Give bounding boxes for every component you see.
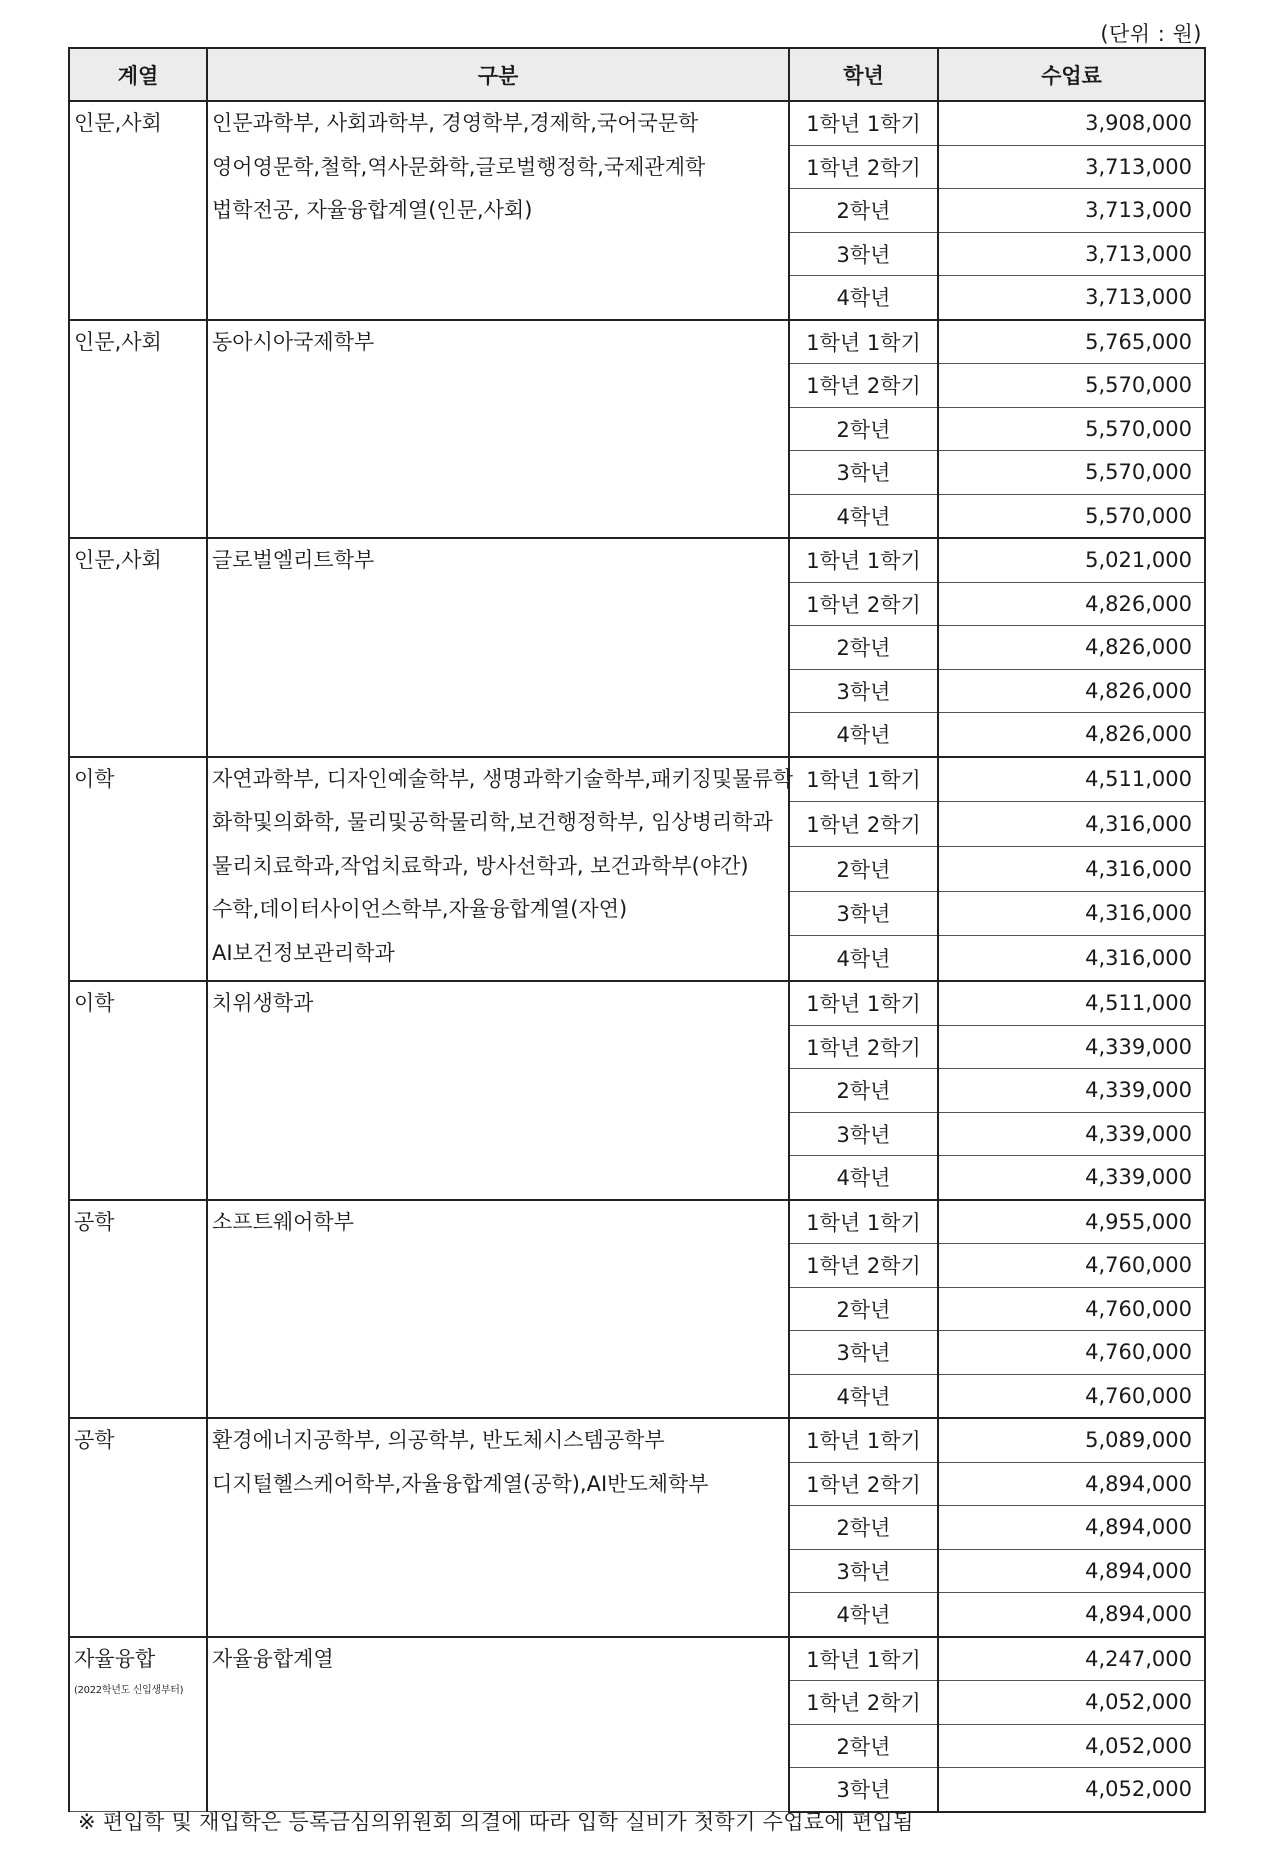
- tuition-cell: 4,894,000: [938, 1506, 1205, 1550]
- category-label: 인문,사회: [74, 548, 162, 572]
- tuition-cell: 4,339,000: [938, 1025, 1205, 1069]
- grade-cell: 4학년: [789, 1374, 938, 1418]
- department-cell: [207, 1418, 789, 1637]
- department-cell: [207, 320, 789, 539]
- grade-cell: 3학년: [789, 232, 938, 276]
- grade-cell: 1학년 1학기: [789, 538, 938, 582]
- category-label: 공학: [74, 1428, 115, 1452]
- department-cell: [207, 757, 794, 982]
- tuition-cell: 3,908,000: [938, 101, 1205, 145]
- department-cell: [207, 1200, 789, 1419]
- grade-cell: 2학년: [789, 626, 938, 670]
- grade-cell: 4학년: [789, 936, 938, 981]
- department-line: 영어영문학,철학,역사문화학,글로벌행정학,국제관계학: [212, 154, 706, 179]
- category-cell: [69, 757, 207, 982]
- tuition-cell: 5,570,000: [938, 407, 1205, 451]
- grade-cell: 4학년: [789, 1593, 938, 1637]
- grade-cell: 3학년: [789, 451, 938, 495]
- tuition-cell: 4,894,000: [938, 1593, 1205, 1637]
- grade-cell: 2학년: [789, 1724, 938, 1768]
- category-cell: [69, 981, 207, 1200]
- department-line: 법학전공, 자율융합계열(인문,사회): [212, 198, 533, 222]
- department-line: 환경에너지공학부, 의공학부, 반도체시스템공학부: [212, 1428, 665, 1452]
- tuition-cell: 3,713,000: [938, 189, 1205, 233]
- grade-cell: 4학년: [789, 494, 938, 538]
- tuition-cell: 4,316,000: [938, 846, 1205, 891]
- grade-cell: 2학년: [789, 846, 938, 891]
- tuition-cell: 4,052,000: [938, 1681, 1205, 1725]
- category-label: 인문,사회: [74, 111, 162, 135]
- grade-cell: 3학년: [789, 891, 938, 936]
- tuition-cell: 4,052,000: [938, 1724, 1205, 1768]
- category-cell: [69, 320, 207, 539]
- department-line: 인문과학부, 사회과학부, 경영학부,경제학,국어국문학: [212, 111, 699, 135]
- table-row: [69, 981, 1205, 1025]
- table-row: [69, 101, 1205, 145]
- header-grade: 학년: [789, 48, 938, 101]
- grade-cell: 1학년 2학기: [789, 145, 938, 189]
- tuition-cell: 3,713,000: [938, 276, 1205, 320]
- department-line: 치위생학과: [212, 991, 314, 1015]
- category-label: 인문,사회: [74, 329, 162, 354]
- grade-cell: 1학년 2학기: [789, 1681, 938, 1725]
- department-cell: [207, 981, 789, 1200]
- tuition-cell: 5,570,000: [938, 451, 1205, 495]
- tuition-cell: 4,826,000: [938, 713, 1205, 757]
- tuition-cell: 5,021,000: [938, 538, 1205, 582]
- department-line: 디지털헬스케어학부,자율융합계열(공학),AI반도체학부: [212, 1471, 709, 1496]
- grade-cell: 2학년: [789, 1506, 938, 1550]
- tuition-cell: 4,052,000: [938, 1768, 1205, 1812]
- grade-cell: 1학년 2학기: [789, 1244, 938, 1288]
- department-line: 소프트웨어학부: [212, 1209, 355, 1234]
- department-line: 수학,데이터사이언스학부,자율융합계열(자연): [212, 897, 628, 921]
- department-line: 동아시아국제학부: [212, 329, 375, 354]
- table-row: [69, 1418, 1205, 1462]
- department-line: 자율융합계열: [212, 1646, 334, 1671]
- header-tuition: 수업료: [938, 48, 1205, 101]
- tuition-cell: 4,826,000: [938, 669, 1205, 713]
- category-label: 이학: [74, 766, 115, 791]
- category-cell: [69, 1418, 207, 1637]
- grade-cell: 4학년: [789, 276, 938, 320]
- category-label: 공학: [74, 1209, 115, 1234]
- tuition-cell: 4,339,000: [938, 1069, 1205, 1113]
- tuition-cell: 4,760,000: [938, 1244, 1205, 1288]
- table-row: [69, 1637, 1205, 1681]
- tuition-cell: 3,713,000: [938, 232, 1205, 276]
- tuition-table: [68, 47, 1206, 1813]
- tuition-cell: 4,894,000: [938, 1549, 1205, 1593]
- category-cell: [69, 1637, 207, 1812]
- tuition-cell: 4,760,000: [938, 1331, 1205, 1375]
- tuition-cell: 5,570,000: [938, 364, 1205, 408]
- grade-cell: 1학년 1학기: [789, 981, 938, 1025]
- table-header-row: [69, 48, 1205, 101]
- department-line: AI보건정보관리학과: [212, 940, 395, 965]
- grade-cell: 1학년 1학기: [789, 757, 938, 802]
- table-row: [69, 757, 1205, 802]
- tuition-cell: 5,089,000: [938, 1418, 1205, 1462]
- department-line: 자연과학부, 디자인예술학부, 생명과학기술학부,패키징및물류학: [212, 766, 794, 791]
- grade-cell: 3학년: [789, 1112, 938, 1156]
- grade-cell: 1학년 2학기: [789, 582, 938, 626]
- tuition-cell: 4,955,000: [938, 1200, 1205, 1244]
- category-cell: [69, 538, 207, 757]
- tuition-cell: 5,765,000: [938, 320, 1205, 364]
- category-sub-label: (2022학년도 신입생부터): [74, 1684, 184, 1696]
- department-line: 물리치료학과,작업치료학과, 방사선학과, 보건과학부(야간): [212, 853, 749, 878]
- tuition-cell: 4,339,000: [938, 1112, 1205, 1156]
- tuition-cell: 3,713,000: [938, 145, 1205, 189]
- grade-cell: 1학년 1학기: [789, 1418, 938, 1462]
- tuition-cell: 4,511,000: [938, 981, 1205, 1025]
- grade-cell: 4학년: [789, 1156, 938, 1200]
- grade-cell: 1학년 2학기: [789, 364, 938, 408]
- grade-cell: 2학년: [789, 1069, 938, 1113]
- grade-cell: 1학년 2학기: [789, 1462, 938, 1506]
- tuition-cell: 5,570,000: [938, 494, 1205, 538]
- grade-cell: 3학년: [789, 1331, 938, 1375]
- header-category: 계열: [69, 48, 207, 101]
- grade-cell: 4학년: [789, 713, 938, 757]
- department-cell: [207, 1637, 789, 1812]
- grade-cell: 1학년 2학기: [789, 802, 938, 847]
- category-cell: [69, 1200, 207, 1419]
- tuition-cell: 4,316,000: [938, 936, 1205, 981]
- department-cell: [207, 538, 789, 757]
- tuition-cell: 4,316,000: [938, 802, 1205, 847]
- department-cell: [207, 101, 789, 320]
- unit-note: (단위 : 원): [1100, 22, 1202, 46]
- grade-cell: 1학년 1학기: [789, 320, 938, 364]
- category-cell: [69, 101, 207, 320]
- tuition-cell: 4,826,000: [938, 626, 1205, 670]
- category-label: 이학: [74, 991, 115, 1015]
- header-department: 구분: [207, 48, 789, 101]
- tuition-cell: 4,339,000: [938, 1156, 1205, 1200]
- grade-cell: 2학년: [789, 407, 938, 451]
- department-line: 글로벌엘리트학부: [212, 548, 375, 572]
- table-row: [69, 538, 1205, 582]
- grade-cell: 1학년 1학기: [789, 1637, 938, 1681]
- tuition-cell: 4,894,000: [938, 1462, 1205, 1506]
- grade-cell: 2학년: [789, 189, 938, 233]
- grade-cell: 1학년 1학기: [789, 1200, 938, 1244]
- footnote: ※ 편입학 및 재입학은 등록금심의위원회 의결에 따라 입학 실비가 첫학기 수업료에 편입됨: [78, 1810, 914, 1834]
- grade-cell: 1학년 2학기: [789, 1025, 938, 1069]
- grade-cell: 3학년: [789, 1768, 938, 1812]
- table-body: [69, 101, 1205, 1812]
- tuition-cell: 4,826,000: [938, 582, 1205, 626]
- table-row: [69, 320, 1205, 364]
- tuition-cell: 4,760,000: [938, 1374, 1205, 1418]
- tuition-cell: 4,511,000: [938, 757, 1205, 802]
- grade-cell: 3학년: [789, 669, 938, 713]
- grade-cell: 3학년: [789, 1549, 938, 1593]
- tuition-cell: 4,760,000: [938, 1287, 1205, 1331]
- department-line: 화학및의화학, 물리및공학물리학,보건행정학부, 임상병리학과: [212, 810, 773, 834]
- table-row: [69, 1200, 1205, 1244]
- tuition-cell: 4,316,000: [938, 891, 1205, 936]
- grade-cell: 1학년 1학기: [789, 101, 938, 145]
- tuition-cell: 4,247,000: [938, 1637, 1205, 1681]
- grade-cell: 2학년: [789, 1287, 938, 1331]
- category-label: 자율융합: [74, 1646, 156, 1671]
